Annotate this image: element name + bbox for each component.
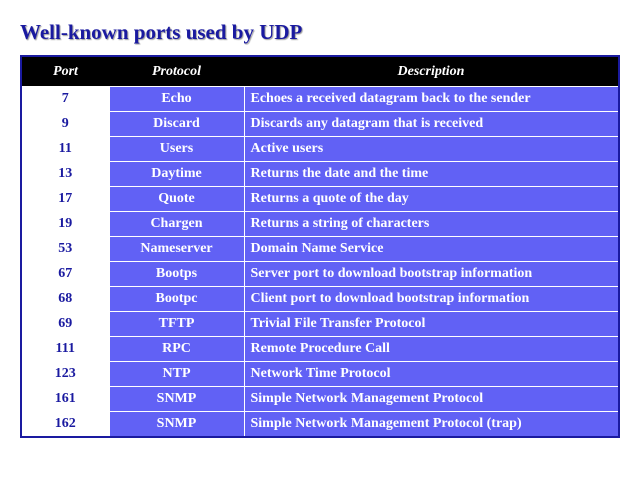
port-cell: 17: [21, 187, 109, 212]
port-cell: 162: [21, 412, 109, 438]
port-cell: 53: [21, 237, 109, 262]
port-cell: 11: [21, 137, 109, 162]
table-row: [21, 212, 619, 237]
protocol-cell: RPC: [109, 337, 244, 362]
protocol-cell: Chargen: [109, 212, 244, 237]
description-cell: Echoes a received datagram back to the sender: [244, 87, 619, 112]
slide-title: Well-known ports used by UDP: [20, 20, 303, 44]
header-port: Port: [21, 56, 109, 87]
port-cell: 69: [21, 312, 109, 337]
table-row: [21, 237, 619, 262]
description-cell: Active users: [244, 137, 619, 162]
table-row: [21, 337, 619, 362]
table-row: [21, 387, 619, 412]
description-cell: Simple Network Management Protocol: [244, 387, 619, 412]
table-row: [21, 87, 619, 112]
table-row: [21, 262, 619, 287]
description-cell: Server port to download bootstrap information: [244, 262, 619, 287]
table-row: [21, 112, 619, 137]
description-cell: Simple Network Management Protocol (trap): [244, 412, 619, 438]
protocol-cell: Daytime: [109, 162, 244, 187]
protocol-cell: Bootpc: [109, 287, 244, 312]
protocol-cell: Discard: [109, 112, 244, 137]
port-cell: 7: [21, 87, 109, 112]
port-cell: 9: [21, 112, 109, 137]
port-cell: 67: [21, 262, 109, 287]
protocol-cell: NTP: [109, 362, 244, 387]
protocol-cell: Users: [109, 137, 244, 162]
protocol-cell: TFTP: [109, 312, 244, 337]
header-protocol: Protocol: [109, 56, 244, 87]
udp-ports-table: [20, 55, 620, 438]
description-cell: Returns a string of characters: [244, 212, 619, 237]
protocol-cell: SNMP: [109, 412, 244, 438]
table-row: [21, 187, 619, 212]
table-row: [21, 162, 619, 187]
description-cell: Domain Name Service: [244, 237, 619, 262]
protocol-cell: Echo: [109, 87, 244, 112]
description-cell: Returns the date and the time: [244, 162, 619, 187]
description-cell: Trivial File Transfer Protocol: [244, 312, 619, 337]
port-cell: 161: [21, 387, 109, 412]
table-row: [21, 312, 619, 337]
table-header-row: [21, 56, 619, 87]
port-cell: 19: [21, 212, 109, 237]
port-cell: 13: [21, 162, 109, 187]
protocol-cell: SNMP: [109, 387, 244, 412]
description-cell: Client port to download bootstrap information: [244, 287, 619, 312]
table-row: [21, 137, 619, 162]
table-row: [21, 412, 619, 438]
table-row: [21, 287, 619, 312]
port-cell: 123: [21, 362, 109, 387]
header-description: Description: [244, 56, 619, 87]
description-cell: Network Time Protocol: [244, 362, 619, 387]
description-cell: Returns a quote of the day: [244, 187, 619, 212]
protocol-cell: Bootps: [109, 262, 244, 287]
description-cell: Discards any datagram that is received: [244, 112, 619, 137]
port-cell: 111: [21, 337, 109, 362]
protocol-cell: Quote: [109, 187, 244, 212]
port-cell: 68: [21, 287, 109, 312]
description-cell: Remote Procedure Call: [244, 337, 619, 362]
protocol-cell: Nameserver: [109, 237, 244, 262]
table-row: [21, 362, 619, 387]
